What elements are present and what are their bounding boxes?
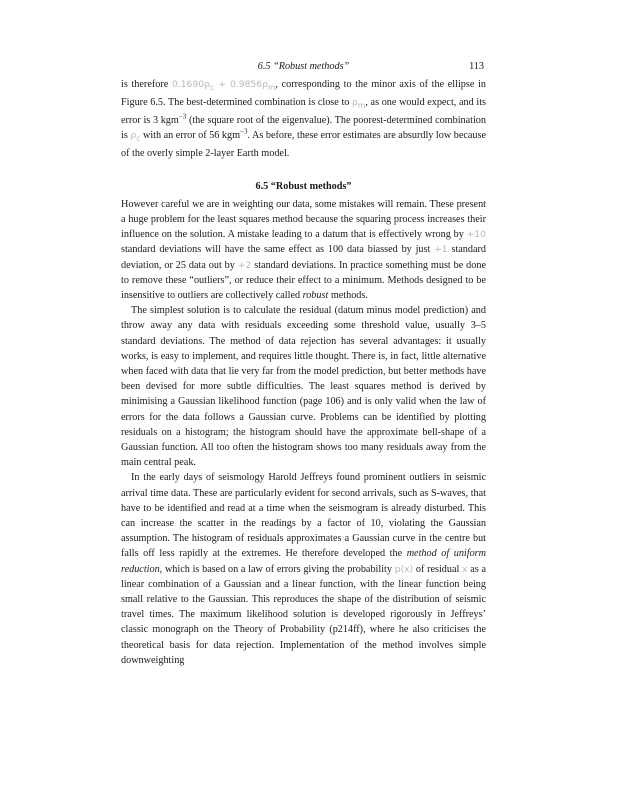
intro-text-5: with an error of 56 kgm <box>140 130 241 142</box>
intro-paragraph <box>121 77 486 162</box>
math-x: x <box>462 563 468 575</box>
section-heading: 6.5 “Robust methods” <box>255 180 352 192</box>
intro-text-6: . As before, these error estimates are absurdly low because of the overly simple 2-layer Earth model. <box>121 130 487 160</box>
intro-exponent-2: −3 <box>240 127 248 136</box>
paragraph-2: The simplest solution is to calculate the residual (datum minus model prediction) and throw away any data with residuals exceeding some threshold value, usually 3–5 standard deviations. The method of data rejection has several advantages: it usually works, is easy to implement, and requires little thought. There is, in fact, little alternative when faced with data that lie very far from the model prediction, but better methods have been devised for more subtle difficulties. The least squares method is derived by minimising a Gaussian likelihood function (page 106) and is only valid when the law of errors for the data follows a Gaussian curve. Problems can be identified by plotting residuals on a histogram; the histogram should have the approximate bell-shape of a Gaussian function. All too often the histogram shows too many residuals away from the main central peak. <box>121 305 486 469</box>
math-plus-ten: +10 <box>466 229 486 241</box>
intro-text-4: (the square root of the eigenvalue). The poorest-determined combination is <box>121 115 486 142</box>
intro-text-3: , as one would expect, and its error is 3 kgm <box>121 97 486 127</box>
running-head <box>121 59 486 75</box>
math-p-of-x: p(x) <box>394 563 414 575</box>
paragraph-3: In the early days of seismology Harold Jeffreys found prominent outliers in seismic arrival time data. These are particularly evident for second arrivals, such as S-waves, that have to be identified and read at a time when the seismogram is already disturbed. This can increase the scatter in the readings by a factor of 10, violating the Gaussian assumption. The histogram of residuals approximates a Gaussian curve in the centre but falls off less rapidly at the extremes. He therefore developed the method of uniform reduction, which is based on a law of errors giving the probability p(x) of residual x as a linear combination of a Gaussian and a linear function, with the linear function being small relative to the Gaussian. This reproduces the shape of the distribution of seismic travel times. The maximum likelihood solution is developed rigorously in Jeffreys’ classic monograph on the Theory of Probability (p214ff), where he also criticises the theoretical basis for data rejection. Implementation of the method involves simple downweighting <box>121 472 487 666</box>
page-body <box>121 59 486 668</box>
emphasis-robust: robust <box>302 289 329 301</box>
emphasis-uniform-reduction: method of uniform reduction <box>121 548 487 575</box>
math-coefficient-c: $0.1690\rho_c$ + <box>171 79 230 92</box>
math-rho-c: $\rho_c$ <box>130 130 141 144</box>
math-plus-two: +2 <box>237 259 252 271</box>
math-coefficient-m: $0.9856\rho_m$ <box>229 79 276 92</box>
running-title: 6.5 “Robust methods” <box>257 61 350 72</box>
paragraph-1: However careful we are in weighting our data, some mistakes will remain. These present a huge problem for the least squares method because the squaring process increases their influence on the solution. A mistake leading to a datum that is effectively wrong by +10 standard deviations will have the same effect as 100 data biassed by just +1 standard deviation, or 25 data out by +2 standard deviations. In practice something must be done to remove these “outliers”, or reduce their effect to a minimum. Methods designed to be insensitive to outliers are collectively called robust methods. <box>121 198 486 301</box>
intro-text-1: is therefore <box>121 79 172 90</box>
page-number: 113 <box>469 61 484 72</box>
intro-exponent-1: −3 <box>178 112 187 121</box>
intro-text-2: , corresponding to the minor axis of the ellipse in Figure 6.5. The best-determined combination is close to <box>121 79 486 109</box>
math-plus-one: +1 <box>434 244 448 256</box>
math-rho-m: $\rho_m$ <box>352 97 366 110</box>
